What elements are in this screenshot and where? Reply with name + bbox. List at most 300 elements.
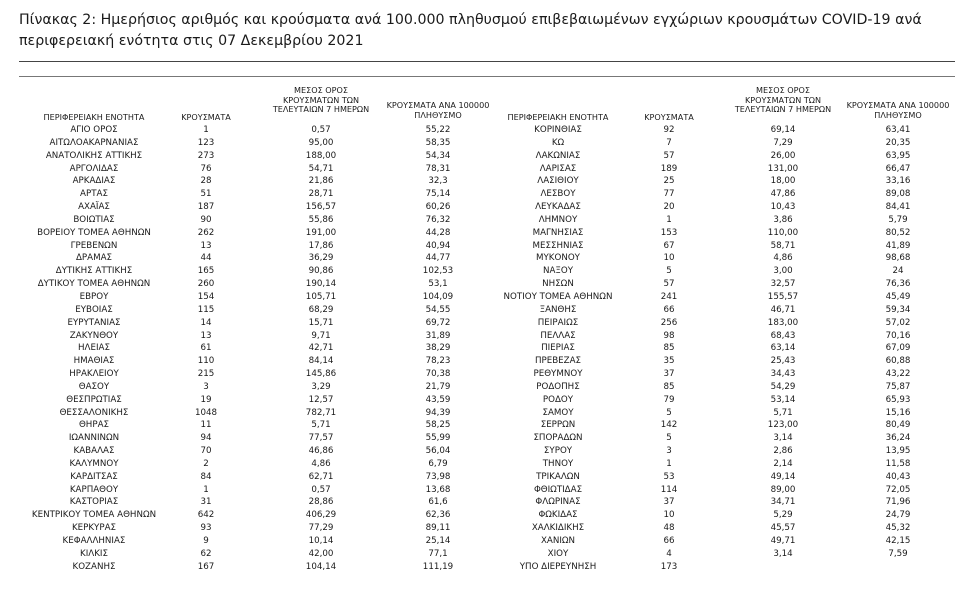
left-cases-per-100k-cell: 40,94 — [425, 240, 451, 251]
right-cases-per-100k-cell: 63,95 — [885, 150, 911, 161]
left-avg-7day-cell: 0,57 — [311, 125, 331, 135]
table-row — [0, 381, 970, 394]
right-cases-cell: 5 — [666, 266, 672, 277]
table-row — [0, 432, 970, 445]
left-cases-per-100k-cell: 111,19 — [422, 561, 454, 572]
left-cases-per-100k-cell: 25,14 — [425, 536, 451, 546]
left-avg-7day-cell: 191,00 — [305, 227, 337, 238]
left-cases-per-100k-cell: 104,09 — [422, 291, 454, 302]
right-unit-name-cell: ΣΥΡΟΥ — [543, 446, 573, 457]
left-cases-cell: 19 — [200, 394, 212, 405]
right-cases-per-100k-cell: 66,47 — [885, 163, 911, 174]
right-cases-cell: 241 — [660, 291, 678, 302]
header-per100k-line1: ΚΡΟΥΣΜΑΤΑ ΑΝΑ 100000 — [386, 100, 490, 110]
table-row — [0, 291, 970, 304]
right-unit-name-cell: ΝΗΣΩΝ — [542, 279, 574, 290]
left-unit-name-cell: ΑΡΓΟΛΙΔΑΣ — [69, 163, 119, 174]
left-cases-cell: 9 — [203, 536, 209, 546]
right-cases-per-100k-cell: 76,36 — [885, 279, 911, 290]
right-avg-7day-cell: 2,86 — [773, 446, 793, 457]
table-row — [0, 458, 970, 471]
table-row — [0, 214, 970, 227]
left-cases-per-100k-cell: 32,3 — [428, 176, 448, 187]
left-avg-7day-cell: 77,57 — [308, 433, 334, 444]
right-cases-per-100k-cell: 7,59 — [888, 548, 908, 559]
right-cases-per-100k-cell: 45,49 — [885, 291, 911, 302]
left-cases-cell: 14 — [200, 317, 212, 328]
caption-divider — [19, 61, 955, 62]
right-cases-per-100k-cell: 33,16 — [885, 176, 911, 187]
left-cases-per-100k-cell: 62,36 — [425, 510, 451, 521]
left-unit-name-cell: ΗΡΑΚΛΕΙΟΥ — [69, 369, 119, 380]
header-cases-left: ΚΡΟΥΣΜΑΤΑ — [181, 112, 231, 122]
table-row — [0, 496, 970, 509]
table-row — [0, 163, 970, 176]
right-avg-7day-cell: 47,86 — [770, 189, 796, 200]
table-row — [0, 278, 970, 291]
left-cases-cell: 76 — [200, 163, 212, 174]
left-cases-cell: 84 — [200, 471, 212, 482]
right-unit-name-cell: ΛΕΥΚΑΔΑΣ — [535, 202, 581, 213]
left-unit-name-cell: ΘΕΣΠΡΩΤΙΑΣ — [66, 394, 122, 405]
right-avg-7day-cell: 183,00 — [767, 317, 799, 328]
right-unit-name-cell: ΛΑΡΙΣΑΣ — [539, 163, 577, 174]
left-cases-per-100k-cell: 58,35 — [425, 137, 451, 148]
left-cases-cell: 215 — [197, 369, 215, 380]
left-cases-per-100k-cell: 76,32 — [425, 214, 451, 225]
left-cases-cell: 1 — [203, 125, 209, 135]
left-cases-cell: 115 — [197, 304, 215, 315]
table-row — [0, 175, 970, 188]
right-avg-7day-cell: 3,14 — [773, 433, 793, 444]
header-avg-left — [263, 86, 379, 115]
table-caption: Πίνακας 2: Ημερήσιος αριθμός και κρούσματα ανά 100.000 πληθυσμού επιβεβαιωμένων εγχώριων κρουσμάτων COVID-19 ανά περιφερειακή ενότητα στις 07 Δεκεμβρίου 2021 — [19, 12, 922, 49]
right-cases-cell: 85 — [663, 381, 675, 392]
left-cases-per-100k-cell: 56,04 — [425, 446, 451, 457]
left-cases-cell: 28 — [200, 176, 212, 187]
right-avg-7day-cell: 18,00 — [770, 176, 796, 187]
right-cases-cell: 114 — [660, 484, 678, 495]
left-unit-name-cell: ΑΧΑΪΑΣ — [78, 202, 110, 213]
table-row — [0, 471, 970, 484]
right-unit-name-cell: ΠΕΙΡΑΙΩΣ — [537, 317, 579, 328]
right-cases-cell: 10 — [663, 510, 675, 521]
right-cases-cell: 142 — [660, 420, 678, 431]
header-unit-left: ΠΕΡΙΦΕΡΕΙΑΚΗ ΕΝΟΤΗΤΑ — [43, 112, 145, 122]
right-avg-7day-cell: 46,71 — [770, 304, 796, 315]
right-avg-7day-cell: 58,71 — [770, 240, 796, 251]
right-avg-7day-cell: 63,14 — [770, 343, 796, 354]
right-avg-7day-cell: 5,71 — [773, 407, 793, 418]
right-avg-7day-cell: 123,00 — [767, 420, 799, 431]
left-cases-cell: 260 — [197, 279, 215, 290]
right-cases-per-100k-cell: 72,05 — [885, 484, 911, 495]
left-cases-per-100k-cell: 44,77 — [425, 253, 451, 264]
left-cases-cell: 31 — [200, 497, 212, 508]
left-avg-7day-cell: 21,86 — [308, 176, 334, 187]
left-avg-7day-cell: 188,00 — [305, 150, 337, 161]
left-avg-7day-cell: 156,57 — [305, 202, 337, 213]
left-unit-name-cell: ΚΑΣΤΟΡΙΑΣ — [69, 497, 119, 508]
right-cases-cell: 256 — [660, 317, 678, 328]
right-avg-7day-cell: 7,29 — [773, 137, 793, 148]
left-avg-7day-cell: 42,00 — [308, 548, 334, 559]
right-avg-7day-cell: 155,57 — [767, 291, 799, 302]
left-avg-7day-cell: 190,14 — [305, 279, 337, 290]
left-cases-cell: 51 — [200, 189, 212, 200]
left-cases-per-100k-cell: 69,72 — [425, 317, 451, 328]
left-cases-cell: 70 — [200, 446, 212, 457]
right-avg-7day-cell: 5,29 — [773, 510, 793, 521]
left-cases-cell: 11 — [200, 420, 212, 431]
left-unit-name-cell: ΕΥΡΥΤΑΝΙΑΣ — [67, 317, 121, 328]
left-avg-7day-cell: 28,86 — [308, 497, 334, 508]
left-cases-per-100k-cell: 54,55 — [425, 304, 451, 315]
right-unit-name-cell: ΜΕΣΣΗΝΙΑΣ — [532, 240, 584, 251]
right-cases-per-100k-cell: 84,41 — [885, 202, 911, 213]
right-cases-cell: 66 — [663, 304, 675, 315]
right-cases-cell: 20 — [663, 202, 675, 213]
left-unit-name-cell: ΗΛΕΙΑΣ — [78, 343, 110, 354]
left-unit-name-cell: ΑΡΤΑΣ — [80, 189, 108, 200]
left-avg-7day-cell: 12,57 — [308, 394, 334, 405]
right-unit-name-cell: ΠΡΕΒΕΖΑΣ — [534, 356, 582, 367]
header-avg-line3: ΤΕΛΕΥΤΑΙΩΝ 7 ΗΜΕΡΩΝ — [272, 104, 370, 115]
left-avg-7day-cell: 28,71 — [308, 189, 334, 200]
left-cases-cell: 13 — [200, 240, 212, 251]
header-avg-line2: ΚΡΟΥΣΜΑΤΩΝ ΤΩΝ — [744, 94, 822, 105]
header-cases-right: ΚΡΟΥΣΜΑΤΑ — [644, 112, 694, 122]
right-unit-name-cell: ΦΘΙΩΤΙΔΑΣ — [533, 484, 583, 495]
table-body — [0, 124, 970, 574]
right-cases-cell: 5 — [666, 433, 672, 444]
right-avg-7day-cell: 54,29 — [770, 381, 796, 392]
left-cases-per-100k-cell: 54,34 — [425, 150, 451, 161]
right-unit-name-cell: ΣΑΜΟΥ — [542, 407, 574, 418]
right-cases-per-100k-cell: 80,49 — [885, 420, 911, 431]
left-unit-name-cell: ΗΜΑΘΙΑΣ — [73, 356, 115, 367]
right-cases-per-100k-cell: 67,09 — [885, 343, 911, 354]
right-cases-cell: 57 — [663, 279, 675, 290]
table-row — [0, 240, 970, 253]
header-per100k-line1: ΚΡΟΥΣΜΑΤΑ ΑΝΑ 100000 — [846, 100, 950, 110]
table-row — [0, 419, 970, 432]
right-unit-name-cell: ΠΕΛΛΑΣ — [540, 330, 576, 341]
right-avg-7day-cell: 53,14 — [770, 394, 796, 405]
right-unit-name-cell: ΜΥΚΟΝΟΥ — [536, 253, 580, 264]
left-avg-7day-cell: 17,86 — [308, 240, 334, 251]
left-unit-name-cell: ΘΑΣΟΥ — [78, 381, 110, 392]
left-avg-7day-cell: 15,71 — [308, 317, 334, 328]
table-row — [0, 201, 970, 214]
right-cases-per-100k-cell: 5,79 — [888, 214, 908, 225]
left-avg-7day-cell: 68,29 — [308, 304, 334, 315]
left-cases-per-100k-cell: 94,39 — [425, 407, 451, 418]
right-cases-per-100k-cell: 24,79 — [885, 510, 911, 521]
right-cases-cell: 189 — [660, 163, 678, 174]
right-cases-per-100k-cell: 40,43 — [885, 471, 911, 482]
right-avg-7day-cell: 25,43 — [770, 356, 796, 367]
right-cases-per-100k-cell: 98,68 — [885, 253, 911, 264]
right-cases-cell: 77 — [663, 189, 675, 200]
right-avg-7day-cell: 34,71 — [770, 497, 796, 508]
table-row — [0, 137, 970, 150]
left-cases-per-100k-cell: 77,1 — [428, 548, 448, 559]
right-avg-7day-cell: 45,57 — [770, 523, 796, 534]
right-avg-7day-cell: 26,00 — [770, 150, 796, 161]
right-avg-7day-cell: 49,14 — [770, 471, 796, 482]
left-avg-7day-cell: 782,71 — [305, 407, 337, 418]
right-cases-cell: 98 — [663, 330, 675, 341]
left-avg-7day-cell: 10,14 — [308, 536, 334, 546]
left-cases-per-100k-cell: 73,98 — [425, 471, 451, 482]
right-unit-name-cell: ΣΕΡΡΩΝ — [540, 420, 576, 431]
left-unit-name-cell: ΚΑΛΥΜΝΟΥ — [69, 458, 119, 469]
right-cases-per-100k-cell: 65,93 — [885, 394, 911, 405]
left-unit-name-cell: ΚΑΡΠΑΘΟΥ — [69, 484, 119, 495]
right-cases-per-100k-cell: 24 — [892, 266, 904, 277]
right-cases-cell: 1 — [666, 458, 672, 469]
left-unit-name-cell: ΚΑΒΑΛΑΣ — [73, 446, 115, 457]
left-cases-per-100k-cell: 102,53 — [422, 266, 454, 277]
table-row — [0, 188, 970, 201]
left-unit-name-cell: ΑΙΤΩΛΟΑΚΑΡΝΑΝΙΑΣ — [49, 137, 139, 148]
left-cases-cell: 93 — [200, 523, 212, 534]
right-avg-7day-cell: 32,57 — [770, 279, 796, 290]
right-unit-name-cell: ΤΡΙΚΑΛΩΝ — [536, 471, 580, 482]
table-row — [0, 265, 970, 278]
right-cases-per-100k-cell: 20,35 — [885, 137, 911, 148]
left-cases-cell: 44 — [200, 253, 212, 264]
right-avg-7day-cell: 110,00 — [767, 227, 799, 238]
left-cases-cell: 13 — [200, 330, 212, 341]
right-avg-7day-cell: 3,86 — [773, 214, 793, 225]
right-cases-cell: 153 — [660, 227, 678, 238]
table-row — [0, 317, 970, 330]
left-avg-7day-cell: 145,86 — [305, 369, 337, 380]
table-row — [0, 252, 970, 265]
left-unit-name-cell: ΑΓΙΟ ΟΡΟΣ — [70, 125, 118, 135]
right-cases-per-100k-cell: 80,52 — [885, 227, 911, 238]
left-cases-cell: 167 — [197, 561, 215, 572]
left-cases-cell: 90 — [200, 214, 212, 225]
left-unit-name-cell: ΒΟΡΕΙΟΥ ΤΟΜΕΑ ΑΘΗΝΩΝ — [37, 227, 151, 238]
left-unit-name-cell: ΓΡΕΒΕΝΩΝ — [70, 240, 118, 251]
table-row — [0, 342, 970, 355]
right-unit-name-cell: ΛΑΣΙΘΙΟΥ — [537, 176, 579, 187]
right-cases-per-100k-cell: 41,89 — [885, 240, 911, 251]
right-cases-cell: 35 — [663, 356, 675, 367]
table-row — [0, 355, 970, 368]
right-unit-name-cell: ΠΙΕΡΙΑΣ — [541, 343, 575, 354]
left-unit-name-cell: ΚΕΦΑΛΛΗΝΙΑΣ — [62, 536, 126, 546]
left-cases-cell: 2 — [203, 458, 209, 469]
right-cases-cell: 37 — [663, 369, 675, 380]
left-unit-name-cell: ΔΥΤΙΚΗΣ ΑΤΤΙΚΗΣ — [55, 266, 133, 277]
left-avg-7day-cell: 84,14 — [308, 356, 334, 367]
left-cases-cell: 62 — [200, 548, 212, 559]
left-cases-cell: 187 — [197, 202, 215, 213]
right-avg-7day-cell: 131,00 — [767, 163, 799, 174]
table-row — [0, 150, 970, 163]
header-avg-line2: ΚΡΟΥΣΜΑΤΩΝ ΤΩΝ — [282, 94, 360, 105]
left-avg-7day-cell: 406,29 — [305, 510, 337, 521]
left-cases-per-100k-cell: 53,1 — [428, 279, 448, 290]
table-row — [0, 484, 970, 497]
header-per100k-left — [378, 101, 498, 120]
left-cases-per-100k-cell: 78,31 — [425, 163, 451, 174]
right-cases-cell: 67 — [663, 240, 675, 251]
left-cases-per-100k-cell: 6,79 — [428, 458, 448, 469]
left-avg-7day-cell: 4,86 — [311, 458, 331, 469]
left-cases-per-100k-cell: 31,89 — [425, 330, 451, 341]
left-avg-7day-cell: 9,71 — [311, 330, 331, 341]
left-unit-name-cell: ΚΟΖΑΝΗΣ — [72, 561, 116, 572]
right-unit-name-cell: ΞΑΝΘΗΣ — [539, 304, 577, 315]
right-cases-cell: 37 — [663, 497, 675, 508]
right-cases-per-100k-cell: 13,95 — [885, 446, 911, 457]
table-row — [0, 394, 970, 407]
left-unit-name-cell: ΚΙΛΚΙΣ — [80, 548, 108, 559]
right-cases-per-100k-cell: 43,22 — [885, 369, 911, 380]
right-cases-cell: 53 — [663, 471, 675, 482]
right-cases-cell: 25 — [663, 176, 675, 187]
left-unit-name-cell: ΚΑΡΔΙΤΣΑΣ — [70, 471, 118, 482]
right-cases-cell: 4 — [666, 548, 672, 559]
left-cases-per-100k-cell: 75,14 — [425, 189, 451, 200]
left-cases-per-100k-cell: 89,11 — [425, 523, 451, 534]
right-avg-7day-cell: 10,43 — [770, 202, 796, 213]
right-cases-per-100k-cell: 63,41 — [885, 125, 911, 135]
right-cases-cell: 3 — [666, 446, 672, 457]
table-row — [0, 522, 970, 535]
right-unit-name-cell: ΧΙΟΥ — [547, 548, 569, 559]
table-row — [0, 561, 970, 574]
right-unit-name-cell: ΝΑΞΟΥ — [542, 266, 574, 277]
header-per100k-line2: ΠΛΗΘΥΣΜΟ — [414, 109, 462, 120]
left-cases-per-100k-cell: 78,23 — [425, 356, 451, 367]
table-row — [0, 330, 970, 343]
left-unit-name-cell: ΑΡΚΑΔΙΑΣ — [72, 176, 116, 187]
left-cases-per-100k-cell: 13,68 — [425, 484, 451, 495]
table-row — [0, 548, 970, 561]
left-cases-cell: 262 — [197, 227, 215, 238]
left-unit-name-cell: ΔΥΤΙΚΟΥ ΤΟΜΕΑ ΑΘΗΝΩΝ — [37, 279, 151, 290]
left-cases-cell: 123 — [197, 137, 215, 148]
left-avg-7day-cell: 95,00 — [308, 137, 334, 148]
right-cases-cell: 92 — [663, 125, 675, 135]
right-unit-name-cell: ΦΛΩΡΙΝΑΣ — [535, 497, 581, 508]
left-avg-7day-cell: 3,29 — [311, 381, 331, 392]
right-cases-cell: 7 — [666, 137, 672, 148]
right-unit-name-cell: ΛΑΚΩΝΙΑΣ — [535, 150, 581, 161]
header-avg-line1: ΜΕΣΟΣ ΟΡΟΣ — [293, 85, 348, 95]
table-row — [0, 124, 970, 137]
right-cases-per-100k-cell: 71,96 — [885, 497, 911, 508]
right-unit-name-cell: ΦΩΚΙΔΑΣ — [538, 510, 578, 521]
table-row — [0, 368, 970, 381]
header-avg-line3: ΤΕΛΕΥΤΑΙΩΝ 7 ΗΜΕΡΩΝ — [734, 104, 832, 115]
right-avg-7day-cell: 3,00 — [773, 266, 793, 277]
header-unit-right: ΠΕΡΙΦΕΡΕΙΑΚΗ ΕΝΟΤΗΤΑ — [507, 112, 609, 122]
right-cases-cell: 48 — [663, 523, 675, 534]
left-avg-7day-cell: 0,57 — [311, 484, 331, 495]
header-avg-right — [725, 86, 841, 115]
right-avg-7day-cell: 69,14 — [770, 125, 796, 135]
left-cases-per-100k-cell: 58,25 — [425, 420, 451, 431]
table-row — [0, 304, 970, 317]
header-avg-line1: ΜΕΣΟΣ ΟΡΟΣ — [755, 85, 810, 95]
left-avg-7day-cell: 77,29 — [308, 523, 334, 534]
left-cases-cell: 61 — [200, 343, 212, 354]
right-unit-name-cell: ΛΗΜΝΟΥ — [538, 214, 578, 225]
left-unit-name-cell: ΕΒΡΟΥ — [79, 291, 109, 302]
right-unit-name-cell: ΣΠΟΡΑΔΩΝ — [533, 433, 583, 444]
left-avg-7day-cell: 46,86 — [308, 446, 334, 457]
right-unit-name-cell: ΧΑΛΚΙΔΙΚΗΣ — [531, 523, 585, 534]
left-avg-7day-cell: 105,71 — [305, 291, 337, 302]
left-cases-cell: 273 — [197, 150, 215, 161]
left-cases-per-100k-cell: 21,79 — [425, 381, 451, 392]
right-unit-name-cell: ΚΟΡΙΝΘΙΑΣ — [534, 125, 582, 135]
right-cases-cell: 1 — [666, 214, 672, 225]
right-cases-per-100k-cell: 42,15 — [885, 536, 911, 546]
left-cases-per-100k-cell: 61,6 — [428, 497, 448, 508]
header-per100k-line2: ΠΛΗΘΥΣΜΟ — [874, 109, 922, 120]
left-cases-cell: 154 — [197, 291, 215, 302]
right-avg-7day-cell: 2,14 — [773, 458, 793, 469]
left-cases-cell: 165 — [197, 266, 215, 277]
table-row — [0, 445, 970, 458]
right-unit-name-cell: ΡΕΘΥΜΝΟΥ — [533, 369, 583, 380]
right-unit-name-cell: ΝΟΤΙΟΥ ΤΟΜΕΑ ΑΘΗΝΩΝ — [503, 291, 613, 302]
left-cases-per-100k-cell: 60,26 — [425, 202, 451, 213]
left-unit-name-cell: ΚΕΡΚΥΡΑΣ — [71, 523, 117, 534]
right-cases-cell: 57 — [663, 150, 675, 161]
left-unit-name-cell: ΘΕΣΣΑΛΟΝΙΚΗΣ — [59, 407, 129, 418]
right-avg-7day-cell: 4,86 — [773, 253, 793, 264]
right-avg-7day-cell: 68,43 — [770, 330, 796, 341]
left-cases-per-100k-cell: 38,29 — [425, 343, 451, 354]
left-cases-per-100k-cell: 43,59 — [425, 394, 451, 405]
left-unit-name-cell: ΔΡΑΜΑΣ — [75, 253, 113, 264]
table-top-divider — [19, 76, 955, 77]
left-cases-cell: 94 — [200, 433, 212, 444]
left-cases-cell: 3 — [203, 381, 209, 392]
right-cases-per-100k-cell: 45,32 — [885, 523, 911, 534]
left-cases-per-100k-cell: 55,99 — [425, 433, 451, 444]
right-cases-per-100k-cell: 59,34 — [885, 304, 911, 315]
right-cases-per-100k-cell: 75,87 — [885, 381, 911, 392]
right-unit-name-cell: ΡΟΔΟΥ — [542, 394, 574, 405]
right-unit-name-cell: ΜΑΓΝΗΣΙΑΣ — [532, 227, 584, 238]
table-row — [0, 407, 970, 420]
right-avg-7day-cell: 89,00 — [770, 484, 796, 495]
right-cases-cell: 79 — [663, 394, 675, 405]
right-avg-7day-cell: 3,14 — [773, 548, 793, 559]
right-cases-per-100k-cell: 36,24 — [885, 433, 911, 444]
left-unit-name-cell: ΙΩΑΝΝΙΝΩΝ — [68, 433, 120, 444]
right-cases-cell: 5 — [666, 407, 672, 418]
left-unit-name-cell: ΒΟΙΩΤΙΑΣ — [73, 214, 115, 225]
right-unit-name-cell: ΡΟΔΟΠΗΣ — [536, 381, 580, 392]
left-cases-per-100k-cell: 44,28 — [425, 227, 451, 238]
left-avg-7day-cell: 104,14 — [305, 561, 337, 572]
right-cases-per-100k-cell: 70,16 — [885, 330, 911, 341]
left-cases-cell: 110 — [197, 356, 215, 367]
right-avg-7day-cell: 34,43 — [770, 369, 796, 380]
left-unit-name-cell: ΖΑΚΥΝΘΟΥ — [69, 330, 119, 341]
